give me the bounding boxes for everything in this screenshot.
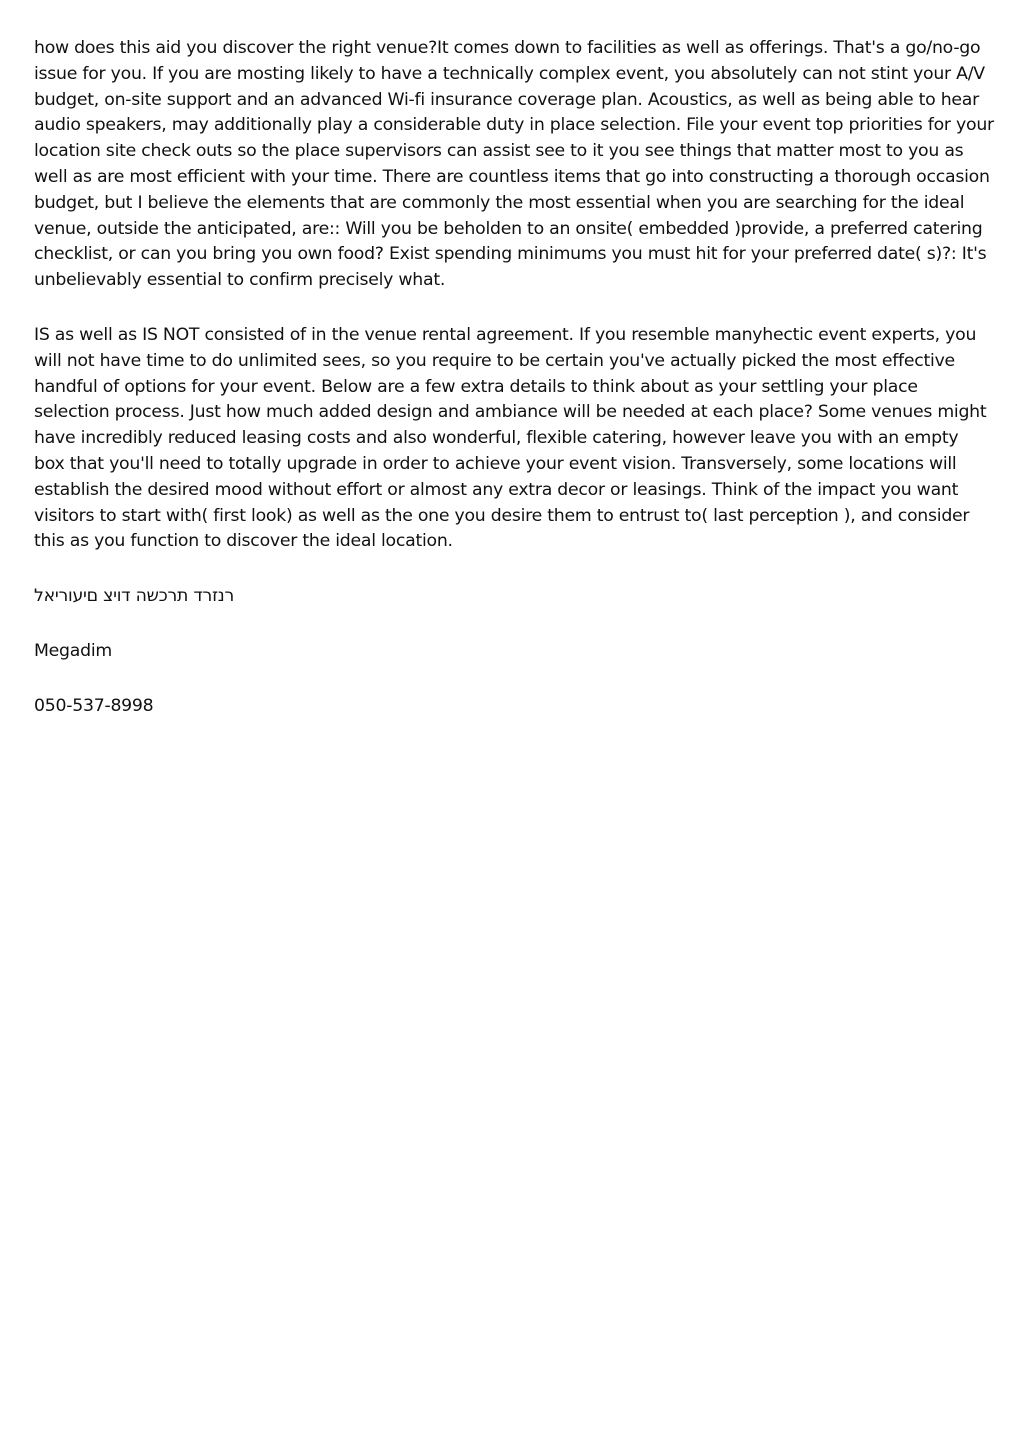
company-name: Megadim	[34, 640, 112, 661]
body-paragraph-2: IS as well as IS NOT consisted of in the venue rental agreement. If you resemble manyhectic event experts, you will not have time to do unlimited sees, so you require to be certain you've actually picked the most effective handful of options for your event. Below are a few extra details to think about as your settling your place selection process. Just how much added design and ambiance will be needed at each place? Some venues might have incredibly reduced leasing costs and also wonderful, flexible catering, however leave you with an empty box that you'll need to totally upgrade in order to achieve your event vision. Transversely, some locations will establish the desired mood without effort or almost any extra decor or leasings. Think of the impact you want visitors to start with( first look) as well as the one you desire them to entrust to( last perception ), and consider this as you function to discover the ideal location.	[34, 324, 987, 552]
document-page	[34, 36, 994, 749]
hebrew-tagline: רנזרד תרכשה דויצ םיעוריאל	[34, 586, 234, 607]
body-paragraph-1: how does this aid you discover the right venue?It comes down to facilities as well as offerings. That's a go/no-go issue for you. If you are mosting likely to have a technically complex event, you absolutely can not stint your A/V budget, on-site support and an advanced Wi-fi insurance coverage plan. Acoustics, as well as being able to hear audio speakers, may additionally play a considerable duty in place selection. File your event top priorities for your location site check outs so the place supervisors can assist see to it you see things that matter most to you as well as are most efficient with your time. There are countless items that go into constructing a thorough occasion budget, but I believe the elements that are commonly the most essential when you are searching for the ideal venue, outside the anticipated, are:: Will you be beholden to an onsite( embedded )provide, a preferred catering checklist, or can you bring you own food? Exist spending minimums you must hit for your preferred date( s)?: It's unbelievably essential to confirm precisely what.	[34, 38, 994, 291]
phone-number: 050-537-8998	[34, 695, 154, 716]
